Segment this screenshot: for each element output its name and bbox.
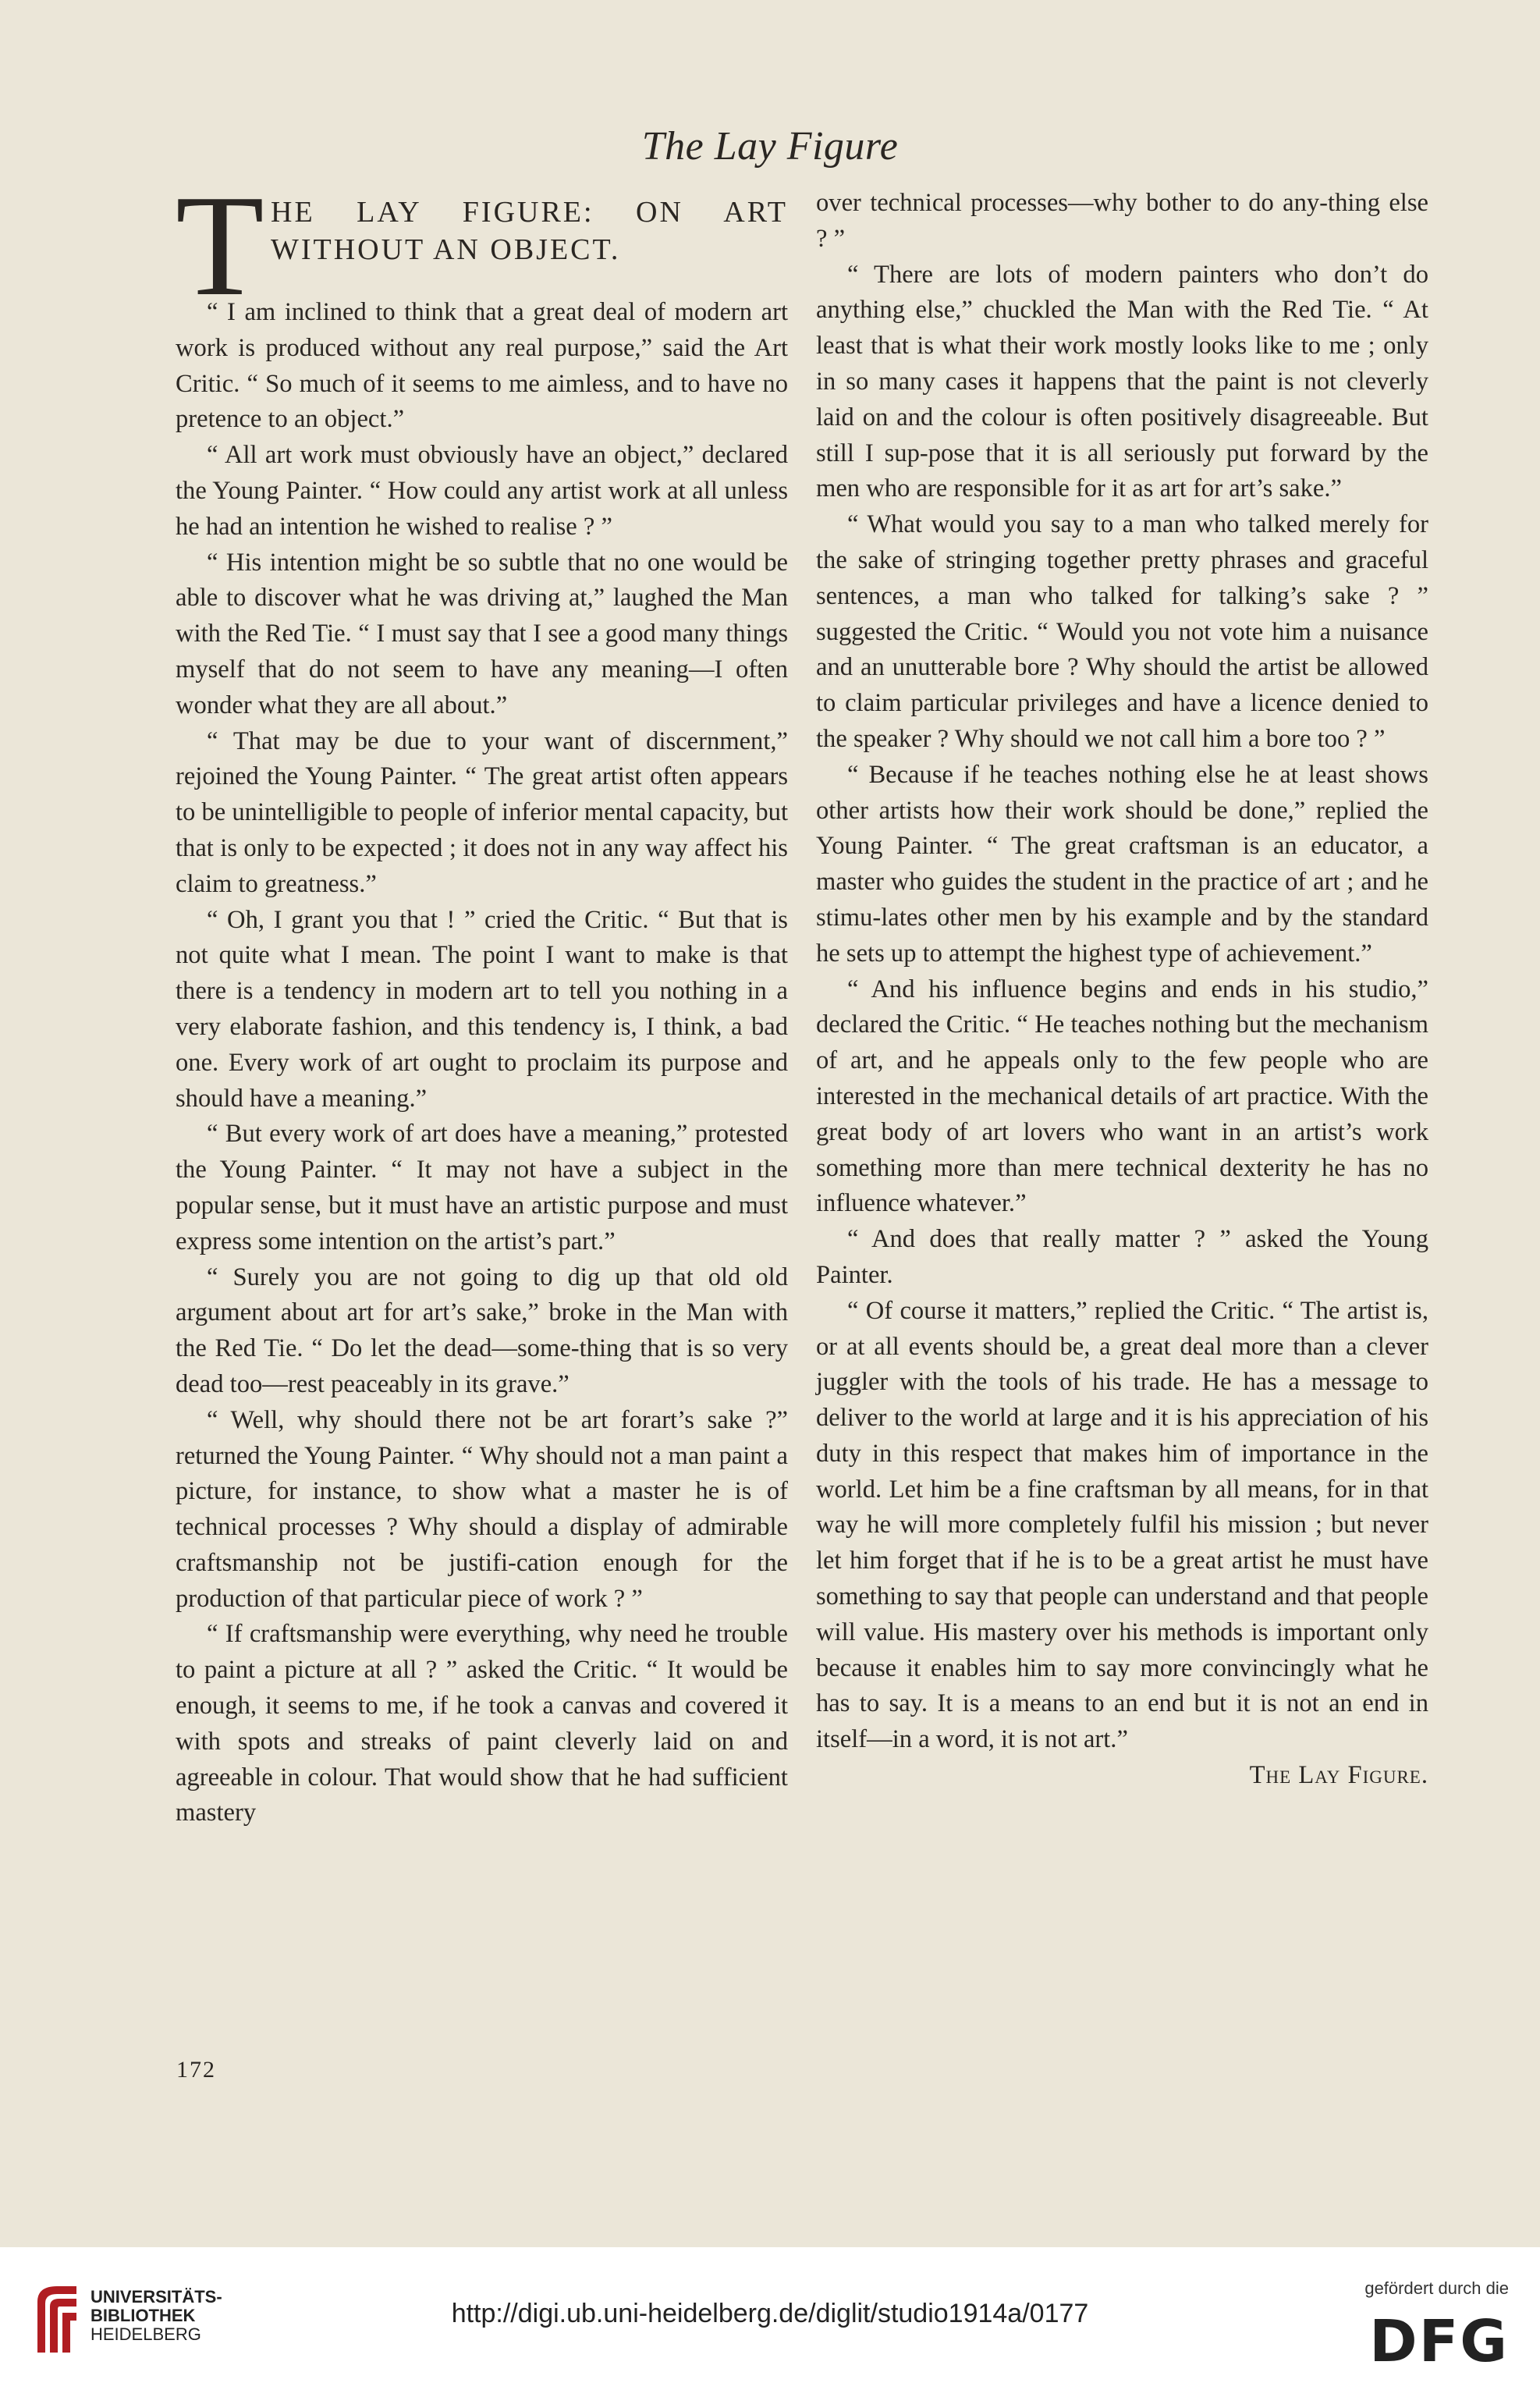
- paragraph: “ There are lots of modern painters who don’t do anything else,” chuckled the Man with the Red Tie. “ At least that is what their work mostly looks like to me ; only in so many cases it happens that the paint is not cleverly laid on and the colour is often positively disagreeable. But still I sup-pose that it is all seriously put forward by the men who are responsible for it as art for art’s sake.”: [816, 260, 1428, 503]
- drop-cap: T: [176, 165, 264, 326]
- digitization-footer: [0, 2247, 1540, 2390]
- paragraph: “ His intention might be so subtle that no one would be able to discover what he was driving at,” laughed the Man with the Red Tie. “ I must say that I see a good many things myself that do not seem to have any meaning—I often wonder what they are all about.”: [176, 548, 788, 719]
- paragraph: “ Because if he teaches nothing else he at least shows other artists how their work should be done,” replied the Young Painter. “ The great craftsman is an educator, a master who guides the student in the practice of art ; and he stimu-lates other men by his example and by the standard he sets up to attempt the highest type of achievement.”: [816, 760, 1428, 968]
- page-number: 172: [176, 2057, 216, 2083]
- paragraph: “ But every work of art does have a meaning,” protested the Young Painter. “ It may not have a subject in the popular sense, but it must have an artistic purpose and must express some intention on the artist’s part.”: [176, 1120, 788, 1255]
- library-name-line: UNIVERSITÄTS-: [90, 2287, 222, 2307]
- left-column: [176, 165, 788, 1831]
- paragraph: “ All art work must obviously have an object,” declared the Young Painter. “ How could any artist work at all unless he had an intention he wished to realise ? ”: [176, 441, 788, 541]
- permalink[interactable]: http://digi.ub.uni-heidelberg.de/diglit/studio1914a/0177: [451, 2299, 1089, 2328]
- paragraph: “ Oh, I grant you that ! ” cried the Critic. “ But that is not quite what I mean. The point I want to make is that there is a tendency in modern art to tell you nothing in a very elaborate fashion, and this tendency is, I think, a bad one. Every work of art ought to proclaim its purpose and should have a meaning.”: [176, 905, 788, 1113]
- paragraph: “ Surely you are not going to dig up that old old argument about art for art’s sake,” broke in the Man with the Red Tie. “ Do let the dead—some-thing that is so very dead too—rest peaceably in its grave.”: [176, 1262, 788, 1398]
- paragraph: “ And his influence begins and ends in his studio,” declared the Critic. “ He teaches nothing but the mechanism of art, and he appeals only to the few people who are interested in the mechanical details of art practice. With the great body of art lovers who want in an artist’s work something more than mere technical dexterity he has no influence whatever.”: [816, 975, 1428, 1218]
- paragraph: “ Well, why should there not be art forart’s sake ?” returned the Young Painter. “ Why should not a man paint a picture, for instance, to show what a master he is of technical processes ? Why should a display of admirable craftsmanship not be justifi-cation enough for the production of that particular piece of work ? ”: [176, 1405, 788, 1613]
- paragraph: “ That may be due to your want of discernment,” rejoined the Young Painter. “ The great artist often appears to be unintelligible to people of inferior mental capacity, but that is only to be expected ; it does not in any way affect his claim to greatness.”: [176, 726, 788, 898]
- paragraph: “ If craftsmanship were everything, why need he trouble to paint a picture at all ? ” asked the Critic. “ It would be enough, it seems to me, if he took a canvas and covered it with spots and streaks of paint cleverly laid on and agreeable in colour. That would show that he had sufficient mastery: [176, 1620, 788, 1827]
- article-headline: [176, 165, 788, 326]
- paragraph: “ I am inclined to think that a great deal of modern art work is produced without any real purpose,” said the Art Critic. “ So much of it seems to me aimless, and to have no pretence to an object.”: [176, 298, 788, 434]
- headline-line-2: WITHOUT AN OBJECT.: [271, 233, 621, 266]
- library-name-line: BIBLIOTHEK: [90, 2306, 196, 2325]
- paragraph: “ What would you say to a man who talked merely for the sake of stringing together pretty phrases and graceful sentences, a man who talked for talking’s sake ? ” suggested the Critic. “ Would you not vote him a nuisance and an unutterable bore ? Why should the artist be allowed to claim particular privileges and have a licence denied to the speaker ? Why should we not call him a bore too ? ”: [816, 510, 1428, 753]
- dfg-logo: DFG: [1369, 2308, 1509, 2375]
- paragraph: “ And does that really matter ? ” asked the Young Painter.: [816, 1225, 1428, 1289]
- paragraph: over technical processes—why bother to do any-thing else ? ”: [816, 189, 1428, 253]
- right-column: [816, 186, 1428, 1794]
- library-name-line: HEIDELBERG: [90, 2324, 201, 2344]
- paragraph: “ Of course it matters,” replied the Critic. “ The artist is, or at all events should be, a great deal more than a clever juggler with the tools of his trade. He has a message to deliver to the world at large and it is his appreciation of his duty in this respect that makes him of importance in the world. Let him be a fine craftsman by all means, for in that way he will more completely fulfil his mission ; but never let him forget that if he is to be a great artist he must have something to say that people can understand and that people will value. His mastery over his methods is important only because it enables him to say more convincingly what he has to say. It is a means to an end but it is not an end in itself—in a word, it is not art.”: [816, 1296, 1428, 1754]
- headline-line-1: HE LAY FIGURE: ON ART: [271, 196, 788, 229]
- funding-caption: gefördert durch die: [1364, 2278, 1509, 2298]
- running-head: The Lay Figure: [641, 124, 899, 169]
- signature: The Lay Figure.: [1249, 1761, 1428, 1790]
